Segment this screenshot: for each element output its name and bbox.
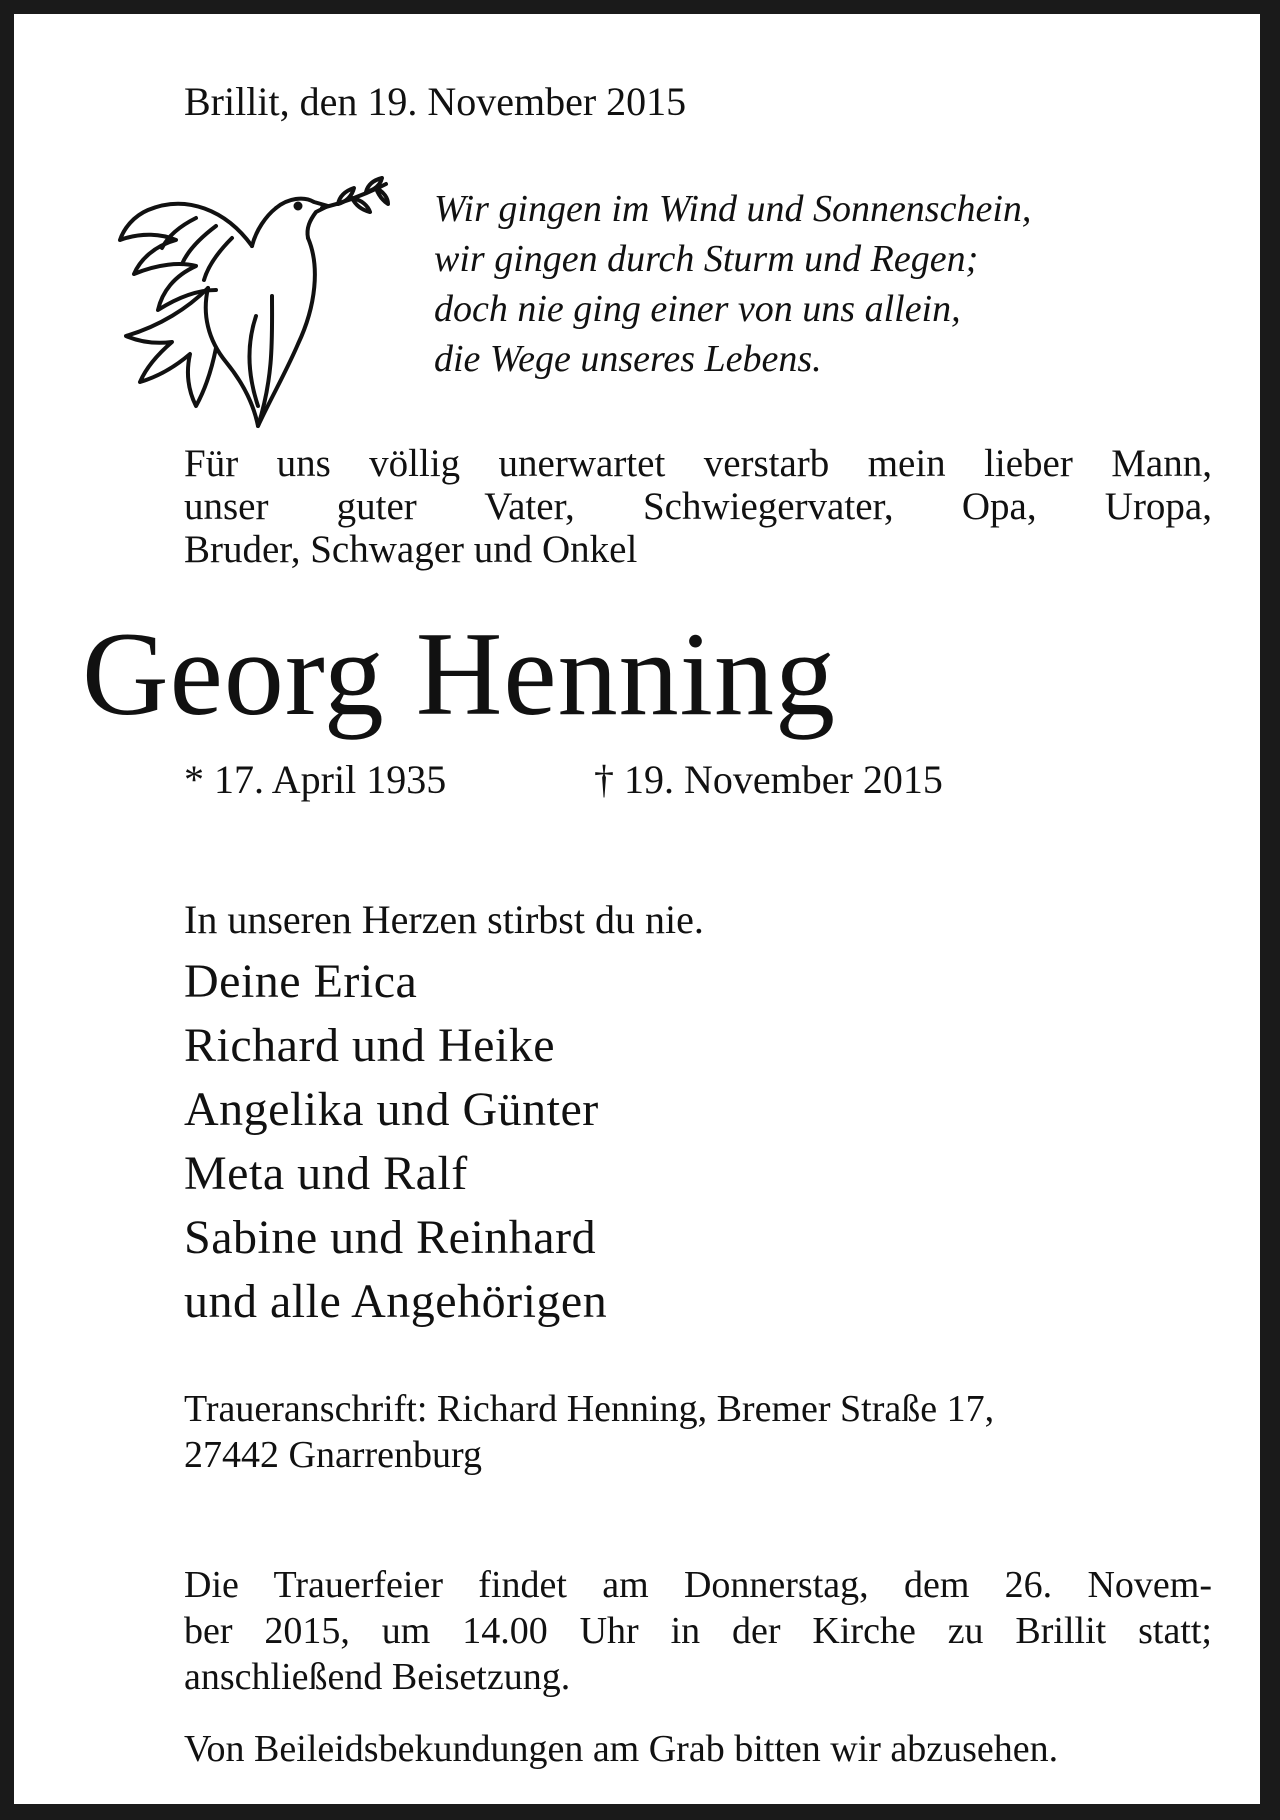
- poem-line: Wir gingen im Wind und Sonnenschein,: [434, 188, 1032, 230]
- poem-line: die Wege unseres Lebens.: [434, 338, 822, 380]
- obituary-notice: [14, 14, 1260, 1804]
- poem-line: wir gingen durch Sturm und Regen;: [434, 238, 979, 280]
- funeral-service-info: [184, 1562, 1212, 1700]
- intro-line: unser guter Vater, Schwiegervater, Opa, Uropa,: [184, 485, 1212, 528]
- death-date: † 19. November 2015: [594, 757, 943, 802]
- memorial-line: In unseren Herzen stirbst du nie.: [184, 897, 704, 942]
- mourner: und alle Angehörigen: [184, 1275, 608, 1328]
- service-line: ber 2015, um 14.00 Uhr in der Kirche zu Brillit statt;: [184, 1610, 1212, 1652]
- mourning-address: [184, 1386, 994, 1478]
- mourners-list: [184, 950, 607, 1334]
- mourner: Angelika und Günter: [184, 1083, 599, 1136]
- mourner: Sabine und Reinhard: [184, 1211, 597, 1264]
- intro-line: Für uns völlig unerwartet verstarb mein lieber Mann,: [184, 442, 1212, 485]
- service-line: Die Trauerfeier findet am Donnerstag, dem 26. Novem-: [184, 1564, 1212, 1606]
- birth-date: * 17. April 1935: [184, 757, 447, 802]
- poem-line: doch nie ging einer von uns allein,: [434, 288, 961, 330]
- service-line: anschließend Beisetzung.: [184, 1656, 571, 1698]
- intro-line: Bruder, Schwager und Onkel: [184, 528, 638, 571]
- address-line: Traueranschrift: Richard Henning, Bremer Straße 17,: [184, 1388, 995, 1430]
- place-date-line: Brillit, den 19. November 2015: [184, 79, 687, 124]
- mourner: Deine Erica: [184, 955, 418, 1008]
- mourner: Meta und Ralf: [184, 1147, 468, 1200]
- deceased-name: Georg Henning: [82, 607, 836, 740]
- mourner: Richard und Heike: [184, 1019, 556, 1072]
- condolence-note: Von Beileidsbekundungen am Grab bitten wir abzusehen.: [184, 1728, 1059, 1770]
- dove-icon: [76, 176, 396, 446]
- poem: [434, 184, 1031, 384]
- address-line: 27442 Gnarrenburg: [184, 1434, 482, 1476]
- intro-text: [184, 442, 1212, 571]
